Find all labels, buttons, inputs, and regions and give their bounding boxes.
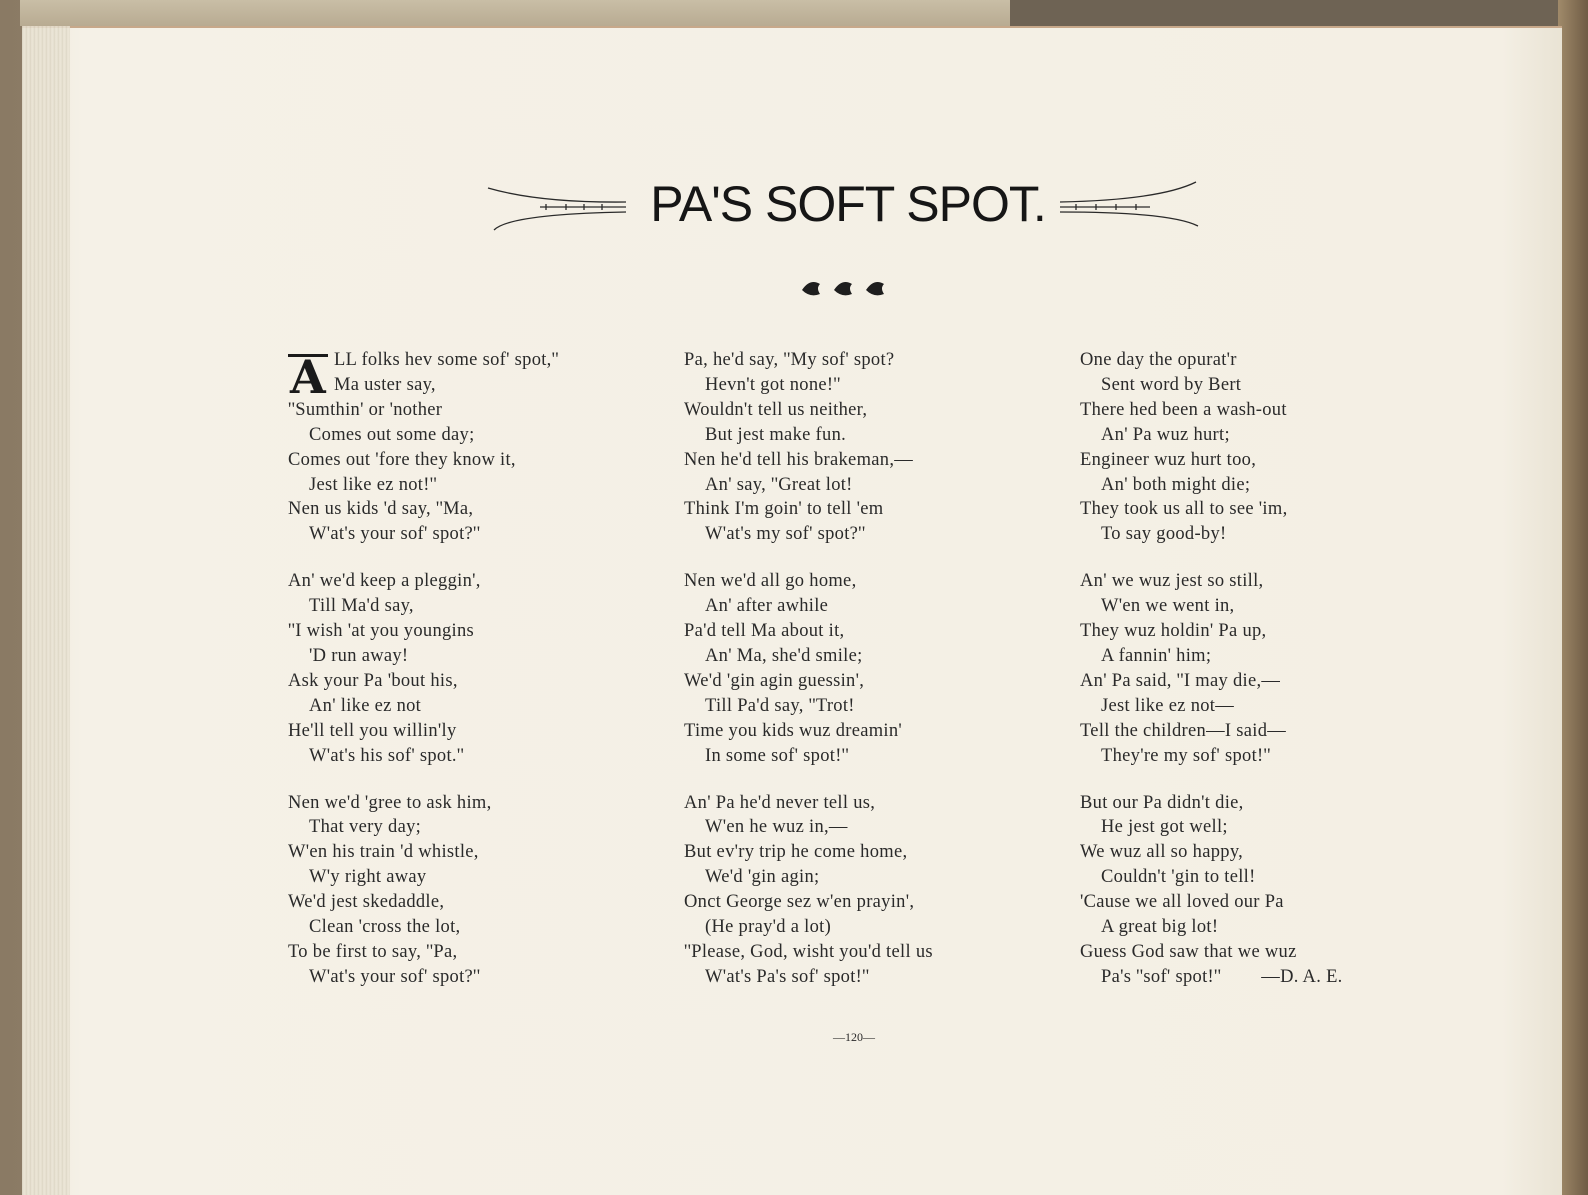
- poem-line: [288, 448, 648, 473]
- poem-line-text: 'Cause we all loved our Pa: [1080, 892, 1284, 913]
- poem-line: [1080, 694, 1440, 719]
- poem-line-text: Ma uster say,: [334, 374, 436, 395]
- poem-line: [288, 373, 648, 398]
- poem-line: [288, 644, 648, 669]
- drop-cap: A: [290, 350, 326, 404]
- poem-line-text: Guess God saw that we wuz: [1080, 941, 1297, 962]
- poem-line: [684, 890, 1044, 915]
- poem-column-3: [1080, 348, 1440, 1012]
- poem-line-text: Jest like ez not—: [1101, 695, 1235, 716]
- poem-line-text: Pa's ''sof' spot!'': [1101, 966, 1222, 987]
- poem-line: [1080, 569, 1440, 594]
- poem-line-text: ''I wish 'at you youngins: [288, 621, 475, 642]
- poem-line: [1080, 890, 1440, 915]
- leaf-ornament-icon: [798, 276, 890, 300]
- poem-line: [684, 744, 1044, 769]
- poem-line-text: To be first to say, ''Pa,: [288, 941, 458, 962]
- poem-line-text: ''Please, God, wisht you'd tell us: [684, 941, 933, 962]
- poem-line-text: ''Sumthin' or 'nother: [288, 399, 443, 420]
- poem-line: [684, 373, 1044, 398]
- poem-line-text: Pa'd tell Ma about it,: [684, 621, 845, 642]
- poem-line-text: Hevn't got none!'': [705, 374, 841, 395]
- stanza: [288, 569, 648, 768]
- poem-line: [1080, 915, 1440, 940]
- poem-line-text: An' Pa said, ''I may die,—: [1080, 670, 1281, 691]
- poem-line: [1080, 940, 1440, 965]
- poem-line: [684, 669, 1044, 694]
- poem-line-text: Wouldn't tell us neither,: [684, 399, 868, 420]
- poem-line-text: W'en he wuz in,—: [705, 817, 848, 838]
- poem-line: [684, 619, 1044, 644]
- poem-line: [288, 694, 648, 719]
- poem-column-2: [684, 348, 1044, 1012]
- poem-line: [288, 791, 648, 816]
- poem-line-text: We'd 'gin agin guessin',: [684, 670, 865, 691]
- poem-line-text: Couldn't 'gin to tell!: [1101, 867, 1256, 888]
- poem-line-text: Sent word by Bert: [1101, 374, 1242, 395]
- poem-line-text: Nen he'd tell his brakeman,—: [684, 449, 914, 470]
- poem-line: [1080, 865, 1440, 890]
- poem-line: [684, 791, 1044, 816]
- poem-line: [1080, 497, 1440, 522]
- poem-line: [1080, 619, 1440, 644]
- poem-line-text: Ask your Pa 'bout his,: [288, 670, 458, 691]
- poem-line: [288, 965, 648, 990]
- author-signature: —D. A. E.: [1261, 966, 1343, 987]
- poem-line-text: An' Pa wuz hurt;: [1101, 424, 1230, 445]
- poem-line-text: 'D run away!: [309, 645, 409, 666]
- poem-line-text: A great big lot!: [1101, 917, 1219, 938]
- poem-line: [288, 915, 648, 940]
- poem-line-text: Engineer wuz hurt too,: [1080, 449, 1257, 470]
- poem-line: [1080, 348, 1440, 373]
- poem-line: [684, 644, 1044, 669]
- poem-line: [684, 915, 1044, 940]
- poem-line-text: W'at's your sof' spot?'': [309, 966, 481, 987]
- stanza: [1080, 569, 1440, 768]
- poem-line-text: A fannin' him;: [1101, 645, 1212, 666]
- poem-line: [684, 569, 1044, 594]
- poem-line: [288, 890, 648, 915]
- poem-line-text: An' we'd keep a pleggin',: [288, 571, 481, 592]
- poem-line-text: W'at's his sof' spot.'': [309, 745, 465, 766]
- poem-line: [684, 448, 1044, 473]
- poem-line-text: There hed been a wash-out: [1080, 399, 1287, 420]
- poem-line-text: To say good-by!: [1101, 524, 1227, 545]
- poem-line: [684, 940, 1044, 965]
- top-page-edge: [20, 0, 1010, 26]
- poem-line-text: Comes out some day;: [309, 424, 475, 445]
- poem-line-text: We'd jest skedaddle,: [288, 892, 445, 913]
- stanza: [1080, 348, 1440, 547]
- poem-line: [1080, 965, 1440, 990]
- poem-line-text: An' say, ''Great lot!: [705, 474, 853, 495]
- poem-line: [1080, 669, 1440, 694]
- poem-line-text: Onct George sez w'en prayin',: [684, 892, 915, 913]
- poem-line-text: Nen us kids 'd say, ''Ma,: [288, 499, 474, 520]
- poem-line: [288, 815, 648, 840]
- poem-column-1: [288, 348, 648, 1012]
- poem-line-text: An' like ez not: [309, 695, 422, 716]
- poem-line-text: They took us all to see 'im,: [1080, 499, 1288, 520]
- poem-line: [288, 348, 648, 373]
- poem-line: [684, 815, 1044, 840]
- poem-line-text: But our Pa didn't die,: [1080, 792, 1244, 813]
- poem-line-text: LL folks hev some sof' spot,'': [334, 350, 559, 370]
- poem-line: [288, 522, 648, 547]
- poem-line: [1080, 373, 1440, 398]
- poem-line: [684, 694, 1044, 719]
- poem-line-text: W'at's Pa's sof' spot!'': [705, 966, 870, 987]
- poem-line: [288, 840, 648, 865]
- poem-line-text: Nen we'd all go home,: [684, 571, 857, 592]
- poem-line: [288, 744, 648, 769]
- title-block: [480, 170, 1210, 240]
- poem-line: [288, 594, 648, 619]
- poem-line-text: (He pray'd a lot): [705, 917, 832, 938]
- stanza: [684, 569, 1044, 768]
- poem-line-text: He jest got well;: [1101, 817, 1228, 838]
- poem-line: [684, 840, 1044, 865]
- stanza: [684, 348, 1044, 547]
- poem-line-text: An' after awhile: [705, 596, 829, 617]
- poem-line-text: Nen we'd 'gree to ask him,: [288, 792, 492, 813]
- poem-line: [288, 497, 648, 522]
- poem-line: [684, 522, 1044, 547]
- poem-line: [1080, 448, 1440, 473]
- poem-line-text: They wuz holdin' Pa up,: [1080, 621, 1267, 642]
- poem-line: [1080, 815, 1440, 840]
- poem-line-text: W'at's my sof' spot?'': [705, 524, 866, 545]
- poem-line: [684, 348, 1044, 373]
- poem-line-text: W'en we went in,: [1101, 596, 1235, 617]
- poem-line: [288, 619, 648, 644]
- poem-line-text: In some sof' spot!'': [705, 745, 849, 766]
- poem-line-text: They're my sof' spot!'': [1101, 745, 1271, 766]
- poem-line-text: W'y right away: [309, 867, 427, 888]
- poem-line: [684, 865, 1044, 890]
- poem-line: [1080, 522, 1440, 547]
- poem-line: [1080, 473, 1440, 498]
- poem-line-text: We wuz all so happy,: [1080, 842, 1244, 863]
- poem-line-text: An' we wuz jest so still,: [1080, 571, 1264, 592]
- poem-line-text: An' both might die;: [1101, 474, 1251, 495]
- poem-line: [1080, 644, 1440, 669]
- poem-line: [1080, 791, 1440, 816]
- poem-line: [684, 719, 1044, 744]
- poem-line: [1080, 744, 1440, 769]
- poem-line-text: Clean 'cross the lot,: [309, 917, 461, 938]
- right-cover-edge: [1558, 0, 1588, 1195]
- poem-line: [288, 423, 648, 448]
- poem-line-text: He'll tell you willin'ly: [288, 720, 457, 741]
- poem-line-text: Tell the children—I said—: [1080, 720, 1287, 741]
- poem-line-text: An' Pa he'd never tell us,: [684, 792, 876, 813]
- poem-line-text: W'at's your sof' spot?'': [309, 524, 481, 545]
- poem-line: [684, 965, 1044, 990]
- poem-line: [288, 669, 648, 694]
- poem-line: [288, 473, 648, 498]
- stanza: [288, 348, 648, 547]
- poem-line: [288, 398, 648, 423]
- poem-line: [1080, 594, 1440, 619]
- poem-line: [288, 719, 648, 744]
- poem-line-text: But jest make fun.: [705, 424, 847, 445]
- poem-line: [1080, 840, 1440, 865]
- poem-line: [288, 865, 648, 890]
- poem-line: [684, 473, 1044, 498]
- poem-line-text: Till Ma'd say,: [309, 596, 414, 617]
- poem-line-text: Think I'm goin' to tell 'em: [684, 499, 884, 520]
- poem-line: [684, 594, 1044, 619]
- poem-line: [288, 569, 648, 594]
- poem-line-text: Time you kids wuz dreamin': [684, 720, 903, 741]
- poem-line: [684, 497, 1044, 522]
- stanza: [1080, 791, 1440, 990]
- poem-line-text: Till Pa'd say, ''Trot!: [705, 695, 855, 716]
- poem-line: [684, 398, 1044, 423]
- poem-line-text: But ev'ry trip he come home,: [684, 842, 908, 863]
- poem-line: [1080, 398, 1440, 423]
- poem-line: [1080, 423, 1440, 448]
- poem-title: PA'S SOFT SPOT.: [650, 176, 1046, 232]
- poem-line-text: Comes out 'fore they know it,: [288, 449, 516, 470]
- page-number: —120—: [833, 1030, 875, 1044]
- poem-line: [288, 940, 648, 965]
- top-cover-edge: [1010, 0, 1570, 26]
- poem-line-text: Pa, he'd say, ''My sof' spot?: [684, 350, 895, 370]
- page-gutter: [22, 26, 70, 1195]
- poem-line: [684, 423, 1044, 448]
- stanza: [684, 791, 1044, 990]
- poem-line: [1080, 719, 1440, 744]
- poem-line-text: W'en his train 'd whistle,: [288, 842, 479, 863]
- poem-line-text: That very day;: [309, 817, 422, 838]
- poem-line-text: Jest like ez not!'': [309, 474, 437, 495]
- poem-line-text: One day the opurat'r: [1080, 350, 1237, 370]
- poem-line-text: We'd 'gin agin;: [705, 867, 820, 888]
- stanza: [288, 791, 648, 990]
- poem-line-text: An' Ma, she'd smile;: [705, 645, 863, 666]
